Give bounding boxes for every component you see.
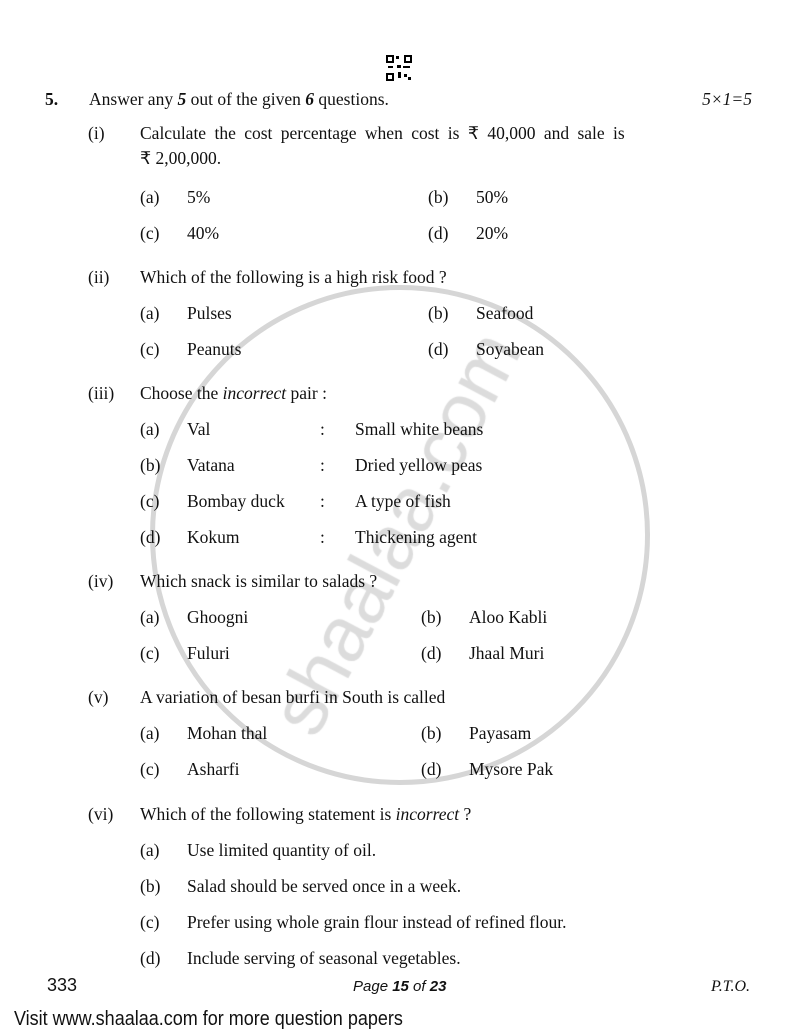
option-text: 40% [187,223,220,243]
option-text: Soyabean [476,339,545,359]
option-label: (a) [140,607,160,627]
option-text: Use limited quantity of oil. [187,840,377,860]
option-text: Salad should be served once in a week. [187,876,462,896]
option-text: Mohan thal [187,723,268,743]
question-text: Which of the following statement is incorrect ? [140,804,472,824]
pair-separator: : [320,491,325,511]
instruction: Answer any 5 out of the given 6 questions. [89,89,389,109]
option-label: (c) [140,912,160,932]
option-text: Pulses [187,303,232,323]
pair-separator: : [320,455,325,475]
option-text: Mysore Pak [469,759,554,779]
option-text: Ghoogni [187,607,249,627]
option-label: (b) [428,187,449,207]
option-label: (b) [140,455,161,475]
option-label: (a) [140,840,160,860]
option-text: Aloo Kabli [469,607,548,627]
question-roman-number: (i) [88,123,105,143]
page-number: Page 15 of 23 [353,978,447,995]
pair-separator: : [320,419,325,439]
option-text: Val [187,419,211,439]
pair-match-text: Thickening agent [355,527,477,547]
pair-match-text: A type of fish [355,491,451,511]
question-text: Calculate the cost percentage when cost is ₹ 40,000 and sale is [140,123,625,143]
option-label: (c) [140,223,160,243]
option-text: Prefer using whole grain flour instead of refined flour. [187,912,567,932]
option-label: (d) [140,527,161,547]
option-label: (c) [140,339,160,359]
option-label: (b) [428,303,449,323]
question-roman-number: (ii) [88,267,110,287]
option-label: (d) [421,759,442,779]
option-text: Peanuts [187,339,242,359]
option-text: Bombay duck [187,491,285,511]
question-text: Which snack is similar to salads ? [140,571,378,591]
option-label: (d) [421,643,442,663]
option-text: Jhaal Muri [469,643,545,663]
pair-match-text: Dried yellow peas [355,455,483,475]
option-label: (a) [140,187,160,207]
option-label: (d) [140,948,161,968]
option-label: (d) [428,223,449,243]
question-text: ₹ 2,00,000. [140,148,222,168]
paper-code: 333 [47,975,78,995]
option-text: Vatana [187,455,235,475]
question-text: A variation of besan burfi in South is called [140,687,446,707]
option-text: Payasam [469,723,532,743]
option-text: 50% [476,187,509,207]
question-roman-number: (v) [88,687,109,707]
option-label: (c) [140,643,160,663]
option-text: Seafood [476,303,534,323]
pto-label: P.T.O. [711,978,750,995]
option-label: (a) [140,419,160,439]
pair-separator: : [320,527,325,547]
option-text: Fuluri [187,643,230,663]
visit-link[interactable]: Visit www.shaalaa.com for more question papers [14,1008,403,1030]
option-text: Asharfi [187,759,240,779]
option-text: Kokum [187,527,240,547]
option-label: (a) [140,723,160,743]
option-label: (a) [140,303,160,323]
question-text: Which of the following is a high risk food ? [140,267,447,287]
question-roman-number: (iv) [88,571,114,591]
option-label: (b) [421,607,442,627]
option-text: 5% [187,187,211,207]
option-label: (c) [140,491,160,511]
option-text: Include serving of seasonal vegetables. [187,948,461,968]
option-label: (b) [140,876,161,896]
option-label: (b) [421,723,442,743]
option-label: (d) [428,339,449,359]
marks: 5×1=5 [702,89,752,109]
option-text: 20% [476,223,509,243]
option-label: (c) [140,759,160,779]
question-roman-number: (vi) [88,804,114,824]
question-text: Choose the incorrect pair : [140,383,327,403]
qr-code-icon [386,55,412,81]
question-number: 5. [45,89,59,109]
pair-match-text: Small white beans [355,419,484,439]
question-roman-number: (iii) [88,383,115,403]
